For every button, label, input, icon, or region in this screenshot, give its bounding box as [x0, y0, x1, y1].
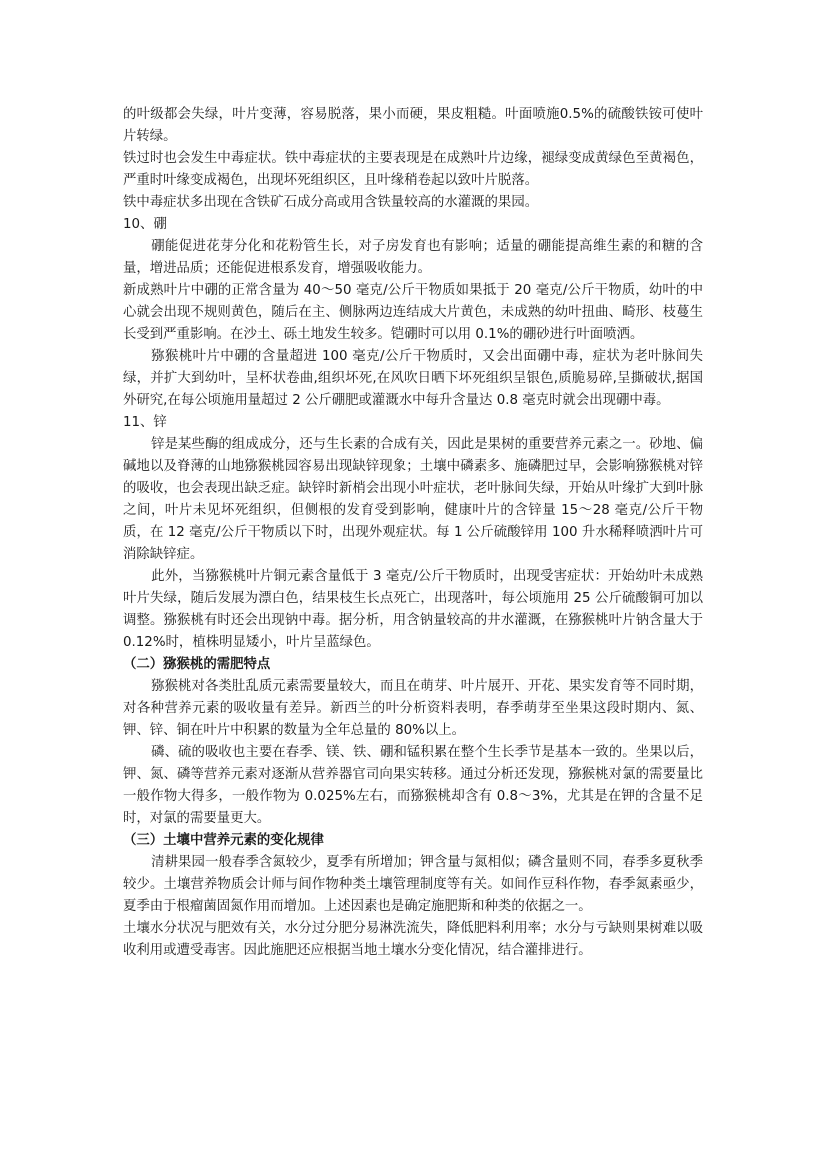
paragraph: 磷、硫的吸收也主要在春季、镁、铁、硼和锰积累在整个生长季节是基本一致的。坐果以后，钾、氮、磷等营养元素对逐渐从营养器官司向果实转移。通过分析还发现，猕猴桃对氯的需要量比一般作物大得多，一般作物为 0.025%左右，而猕猴桃却含有 0.8～3%，尤其是在钾的含量不足时，对氯的需要量更大。: [123, 745, 703, 826]
paragraph: 猕猴桃对各类肚乱质元素需要量较大，而且在萌芽、叶片展开、开花、果实发育等不同时期，对各种营养元素的吸收量有差异。新西兰的叶分析资料表明，春季萌芽至坐果这段时期内、氮、钾、锌、铜在叶片中积累的数量为全年总量的 80%以上。: [123, 679, 703, 738]
paragraph: 此外，当猕猴桃叶片铜元素含量低于 3 毫克/公斤干物质时，出现受害症状：开始幼叶未成熟叶片失绿，随后发展为漂白色，结果枝生长点死亡，出现落叶，每公顷施用 25 公斤硫酸铜可加以调整。猕猴桃有时还会出现钠中毒。据分析，用含钠量较高的井水灌溉，在猕猴桃叶片钠含量大于 0.12%时，植株明显矮小，叶片呈蓝绿色。: [123, 569, 703, 650]
paragraph: 铁过时也会发生中毒症状。铁中毒症状的主要表现是在成熟叶片边缘，褪绿变成黄绿色至黄褐色，严重时叶缘变成褐色，出现坏死组织区，且叶缘稍卷起以致叶片脱落。: [123, 151, 703, 188]
section-heading: （三）土壤中营养元素的变化规律: [123, 833, 324, 848]
paragraph: 土壤水分状况与肥效有关，水分过分肥分易淋洗流失，降低肥料利用率；水分与亏缺则果树难以吸收利用或遭受毒害。因此施肥还应根据当地土壤水分变化情况，结合灌排进行。: [123, 921, 703, 958]
paragraph: 锌是某些酶的组成成分，还与生长素的合成有关，因此是果树的重要营养元素之一。砂地、偏碱地以及脊薄的山地猕猴桃园容易出现缺锌现象；土壤中磷素多、施磷肥过早，会影响猕猴桃对锌的吸收，也会表现出缺乏症。缺锌时新梢会出现小叶症状，老叶脉间失绿，开始从叶缘扩大到叶脉之间，叶片未见坏死组织，但侧根的发育受到影响，健康叶片的含锌量 15～28 毫克/公斤干物质，在 12 毫克/公斤干物质以下时，出现外观症状。每 1 公斤硫酸锌用 100 升水稀释喷洒叶片可消除缺锌症。: [123, 437, 703, 562]
section-number-heading: 11、锌: [123, 415, 167, 430]
paragraph: 清耕果园一般春季含氮较少，夏季有所增加；钾含量与氮相似；磷含量则不同，春季多夏秋季较少。土壤营养物质会计师与间作物种类土壤管理制度等有关。如间作豆科作物，春季氮素亟少，夏季由于根瘤菌固氮作用而增加。上述因素也是确定施肥斯和种类的依据之一。: [123, 855, 703, 914]
document-page: [123, 104, 703, 962]
section-heading: （二）猕猴桃的需肥特点: [123, 657, 271, 672]
section-number-heading: 10、硼: [123, 217, 167, 232]
paragraph: 的叶级都会失绿，叶片变薄，容易脱落，果小而硬，果皮粗糙。叶面喷施0.5%的硫酸铁铵可使叶片转绿。: [123, 107, 703, 144]
paragraph: 猕猴桃叶片中硼的含量超进 100 毫克/公斤干物质时，又会出面硼中毒，症状为老叶脉间失绿，并扩大到幼叶，呈杯状卷曲,组织坏死,在风吹日晒下坏死组织呈银色,质脆易碎,呈撕破状,据国外研究,在每公顷施用量超过 2 公斤硼肥或灌溉水中每升含量达 0.8 毫克时就会出现硼中毒。: [123, 349, 703, 408]
paragraph: 铁中毒症状多出现在含铁矿石成分高或用含铁量较高的水灌溉的果园。: [123, 195, 539, 210]
paragraph: 新成熟叶片中硼的正常含量为 40～50 毫克/公斤干物质如果抵于 20 毫克/公斤干物质，幼叶的中心就会出现不规则黄色，随后在主、侧脉两边连结成大片黄色，未成熟的幼叶扭曲、畸形、枝蔓生长受到严重影响。在沙土、砾土地发生较多。铠硼时可以用 0.1%的硼砂进行叶面喷洒。: [123, 283, 703, 342]
paragraph: 硼能促进花芽分化和花粉管生长，对子房发育也有影响；适量的硼能提高维生素的和糖的含量，增进品质；还能促进根系发育，增强吸收能力。: [123, 239, 703, 276]
